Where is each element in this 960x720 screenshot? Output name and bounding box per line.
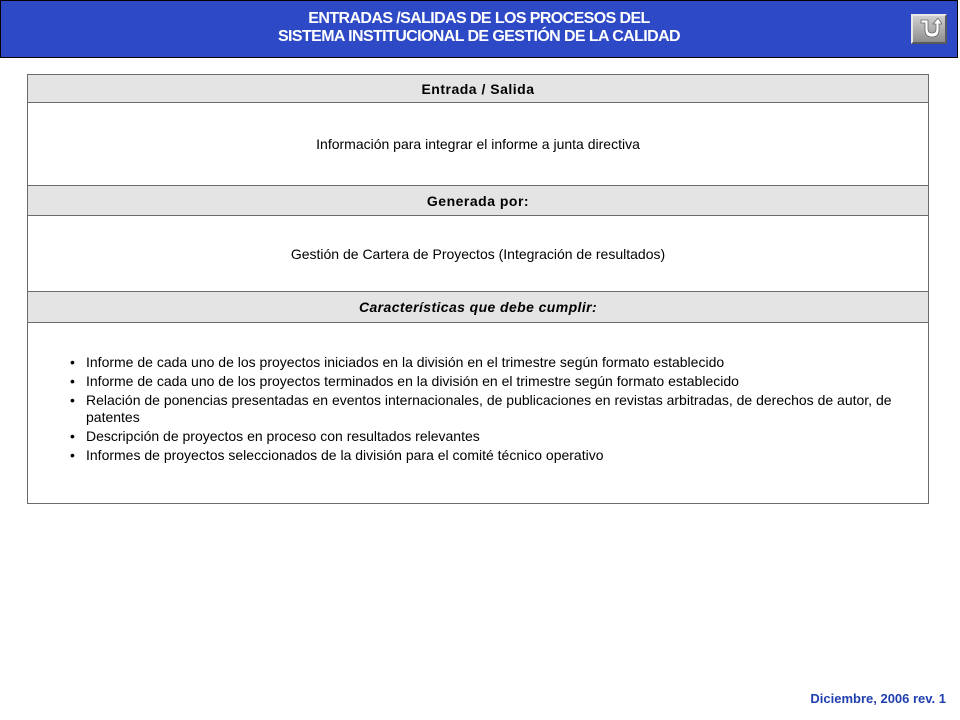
- page-title-line-2: SISTEMA INSTITUCIONAL DE GESTIÓN DE LA CALIDAD: [277, 28, 681, 45]
- back-button[interactable]: [911, 14, 947, 44]
- footer-date: Diciembre, 2006 rev. 1: [810, 691, 946, 706]
- list-item: • Informes de proyectos seleccionados de la división para el comité técnico operativo: [70, 447, 604, 463]
- list-item: • Relación de ponencias presentadas en eventos internacionales, de publicaciones en revistas arbitradas, de derechos de autor, de patentes: [70, 392, 892, 425]
- header-banner: [0, 0, 958, 58]
- page-title: [121, 10, 837, 46]
- entrada-salida-value: Información para integrar el informe a junta directiva: [28, 103, 928, 186]
- caracteristicas-list: [28, 323, 928, 464]
- entrada-salida-header: Entrada / Salida: [28, 75, 928, 103]
- caracteristicas-header: Características que debe cumplir:: [28, 292, 928, 323]
- io-table: [27, 74, 929, 504]
- caracteristicas-content: [28, 323, 928, 503]
- generada-por-value: Gestión de Cartera de Proyectos (Integración de resultados): [28, 216, 928, 292]
- list-item: • Informe de cada uno de los proyectos terminados en la división en el trimestre según formato establecido: [70, 373, 739, 389]
- generada-por-header: Generada por:: [28, 186, 928, 216]
- list-item: • Descripción de proyectos en proceso con resultados relevantes: [70, 428, 480, 444]
- list-item: • Informe de cada uno de los proyectos iniciados en la división en el trimestre según formato establecido: [70, 354, 725, 370]
- u-turn-back-icon: [918, 18, 942, 40]
- page-title-line-1: ENTRADAS /SALIDAS DE LOS PROCESOS DEL: [308, 10, 650, 27]
